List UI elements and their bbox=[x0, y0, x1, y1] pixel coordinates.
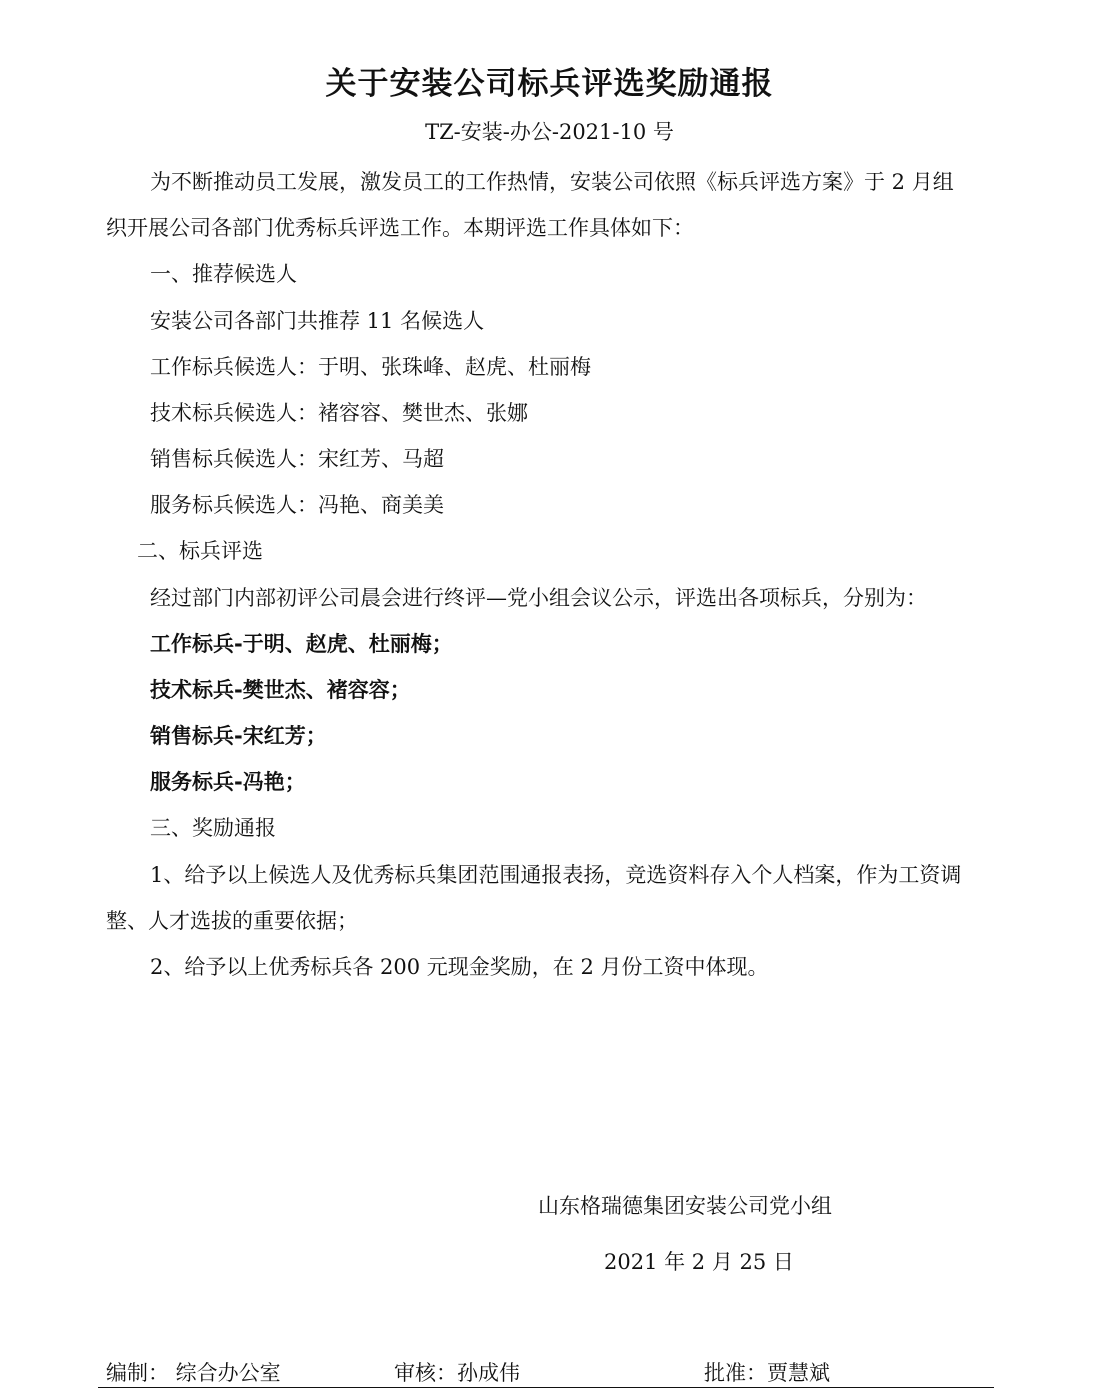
section2-heading: 二、标兵评选 bbox=[137, 539, 263, 563]
signature-date: 2021 年 2 月 25 日 bbox=[604, 1250, 794, 1274]
document-number: TZ-安装-办公-2021-10 号 bbox=[425, 120, 674, 144]
footer-rule bbox=[98, 1387, 994, 1388]
signature-org: 山东格瑞德集团安装公司党小组 bbox=[538, 1194, 832, 1218]
candidate-line-tech: 技术标兵候选人：褚容容、樊世杰、张娜 bbox=[150, 401, 528, 425]
footer-editor: 编制： 综合办公室 bbox=[106, 1361, 281, 1385]
intro-line-2: 织开展公司各部门优秀标兵评选工作。本期评选工作具体如下： bbox=[106, 216, 694, 240]
winner-line-tech: 技术标兵-樊世杰、褚容容； bbox=[150, 678, 411, 702]
candidate-line-sales: 销售标兵候选人：宋红芳、马超 bbox=[150, 447, 444, 471]
candidate-line-work: 工作标兵候选人：于明、张珠峰、赵虎、杜丽梅 bbox=[150, 355, 591, 379]
section1-summary: 安装公司各部门共推荐 11 名候选人 bbox=[150, 309, 485, 333]
footer-approver: 批准：贾慧斌 bbox=[704, 1361, 830, 1385]
reward-item-1-line-1: 1、给予以上候选人及优秀标兵集团范围通报表扬，竞选资料存入个人档案，作为工资调 bbox=[150, 863, 962, 887]
intro-line-1: 为不断推动员工发展，激发员工的工作热情，安装公司依照《标兵评选方案》于 2 月组 bbox=[150, 170, 954, 194]
winner-line-sales: 销售标兵-宋红芳； bbox=[150, 724, 327, 748]
footer-reviewer: 审核：孙成伟 bbox=[394, 1361, 520, 1385]
winner-line-work: 工作标兵-于明、赵虎、杜丽梅； bbox=[150, 632, 453, 656]
reward-item-2: 2、给予以上优秀标兵各 200 元现金奖励，在 2 月份工资中体现。 bbox=[150, 955, 769, 979]
candidate-line-service: 服务标兵候选人：冯艳、商美美 bbox=[150, 493, 444, 517]
section1-heading: 一、推荐候选人 bbox=[150, 262, 297, 286]
section3-heading: 三、奖励通报 bbox=[150, 816, 276, 840]
section2-summary: 经过部门内部初评公司晨会进行终评—党小组会议公示，评选出各项标兵，分别为： bbox=[150, 586, 927, 610]
document-title: 关于安装公司标兵评选奖励通报 bbox=[325, 66, 774, 102]
reward-item-1-line-2: 整、人才选拔的重要依据； bbox=[106, 909, 358, 933]
winner-line-service: 服务标兵-冯艳； bbox=[150, 770, 306, 794]
